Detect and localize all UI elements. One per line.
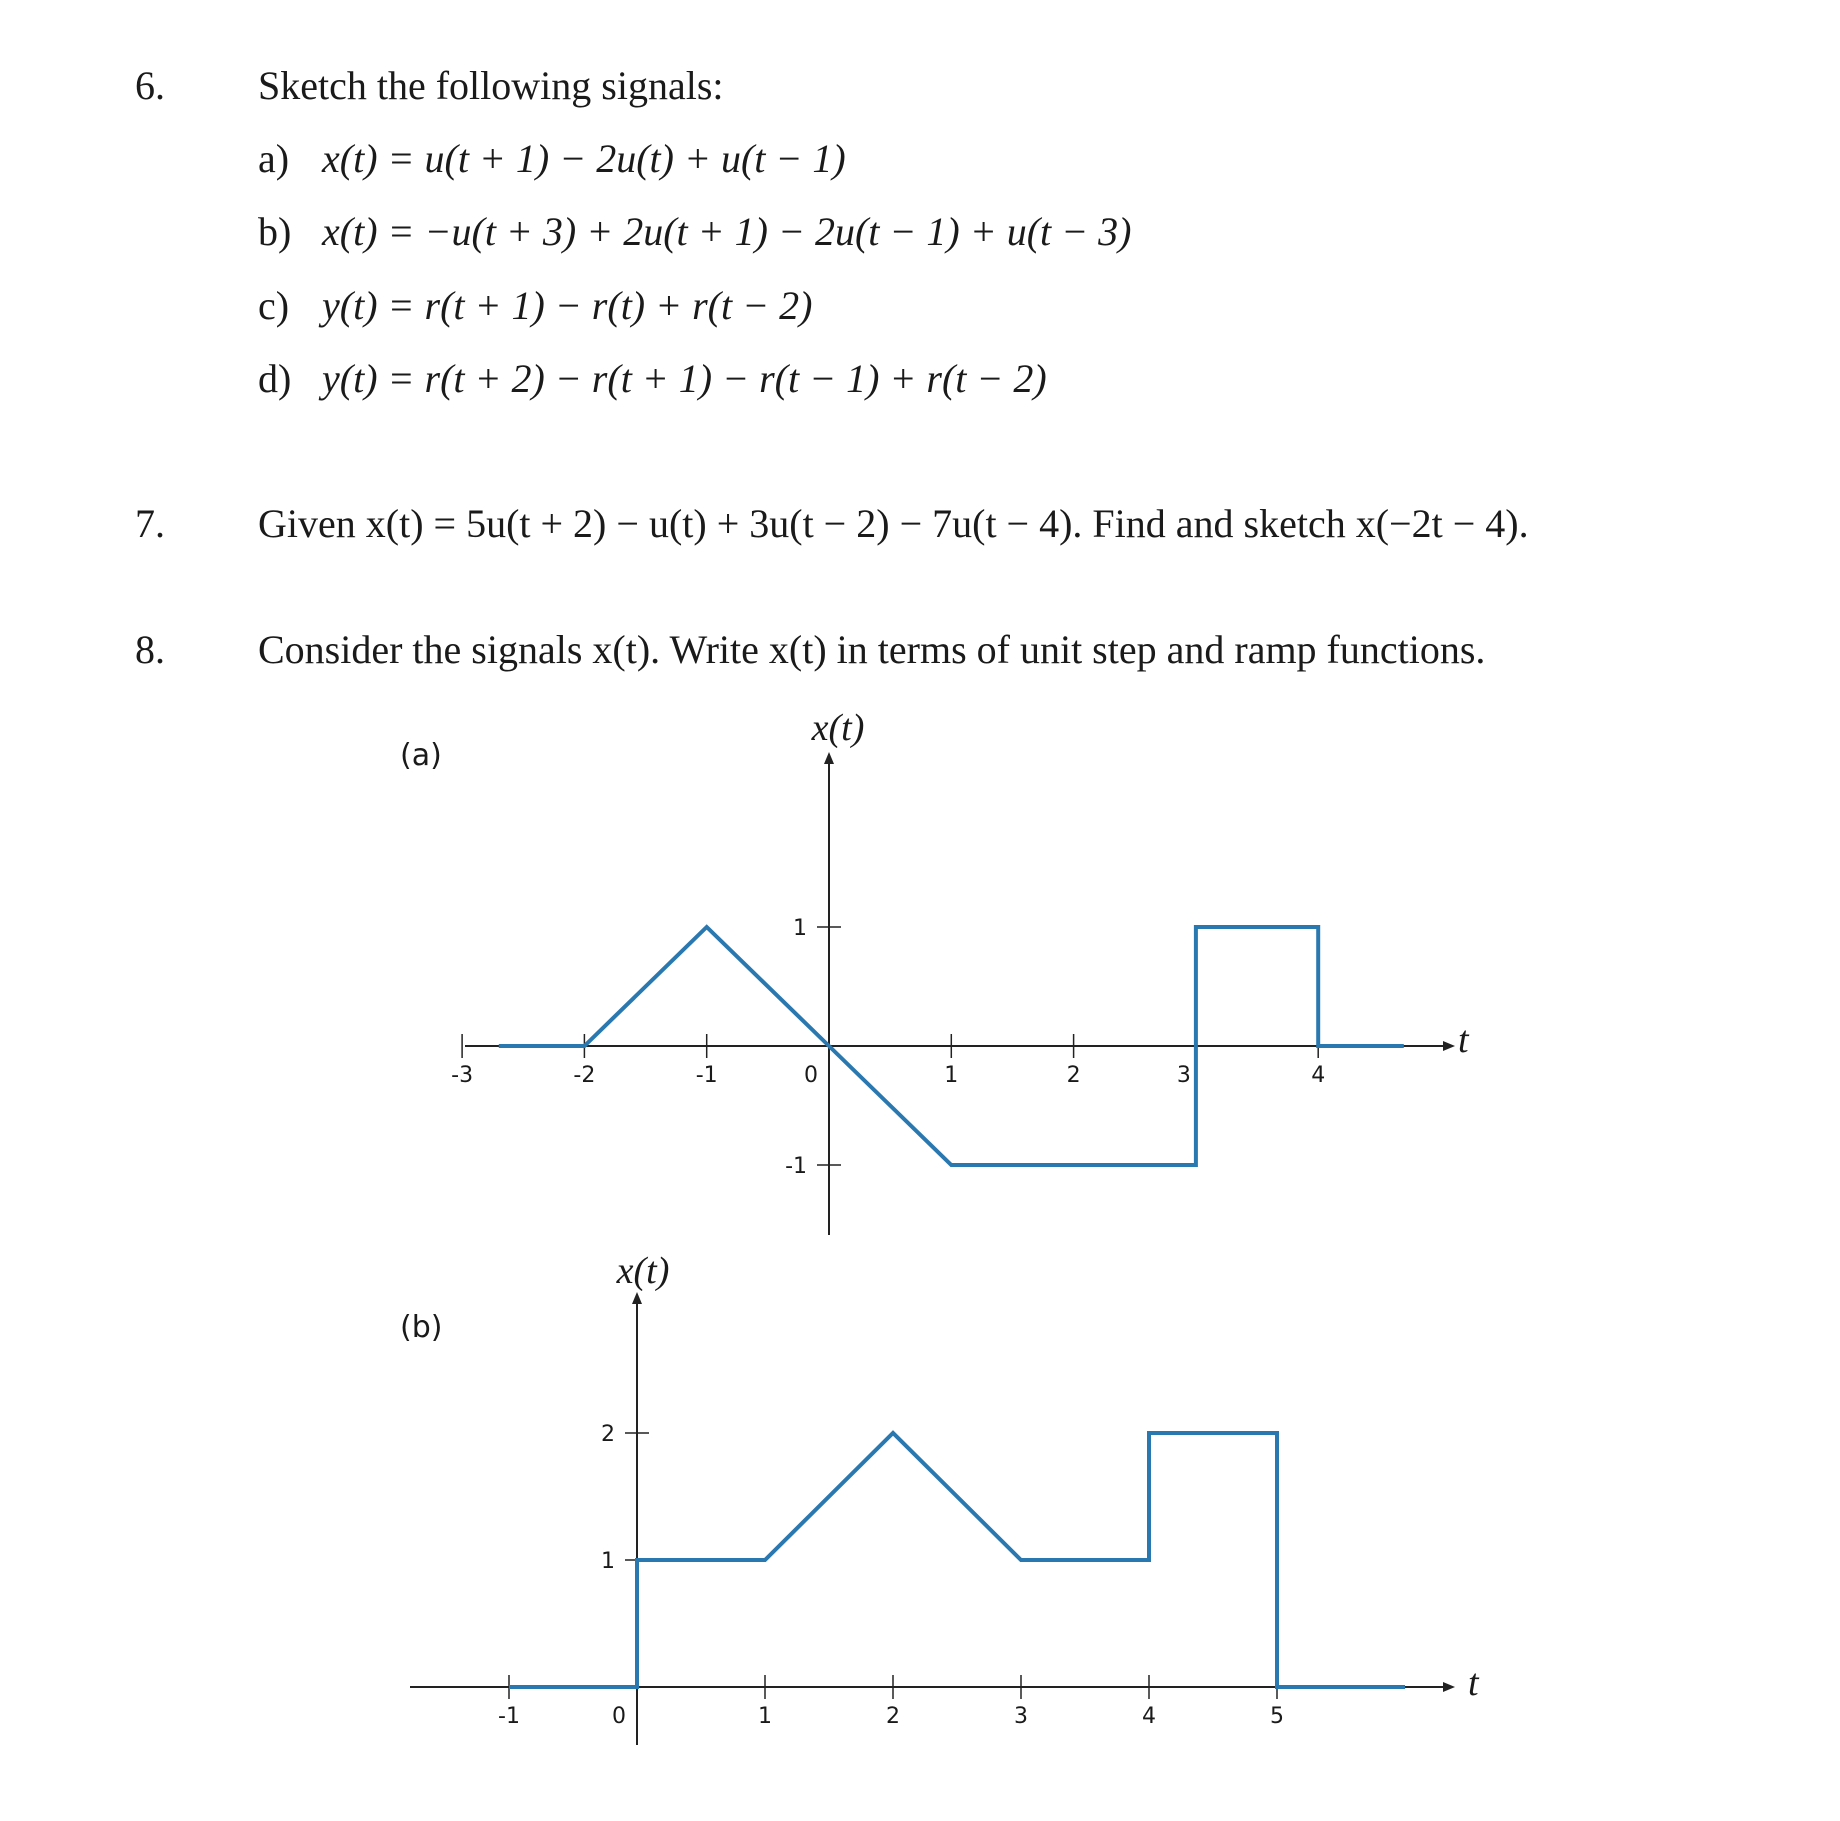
- x-tick-label: 0: [612, 1704, 626, 1729]
- x-tick-label: 1: [758, 1704, 772, 1729]
- q6-part-d-label: d): [258, 356, 292, 401]
- x-tick-label: -3: [451, 1063, 474, 1088]
- q6-part-b-label: b): [258, 209, 292, 254]
- x-tick-label: 3: [1014, 1704, 1028, 1729]
- x-tick-label: 1: [944, 1063, 959, 1088]
- x-tick-label: 4: [1311, 1063, 1326, 1088]
- plot-a: [400, 707, 1470, 1235]
- x-axis-arrow-icon: [1443, 1041, 1455, 1051]
- x-tick-label: 0: [804, 1063, 818, 1088]
- x-tick-label: 3: [1176, 1063, 1191, 1088]
- y-axis-label: x(t): [811, 707, 865, 749]
- q6-part-a-label: a): [258, 136, 290, 181]
- y-axis-label: x(t): [616, 1250, 670, 1292]
- x-axis-label: t: [1468, 1662, 1479, 1704]
- x-axis-label: t: [1458, 1019, 1469, 1061]
- y-tick-label: 2: [601, 1422, 615, 1447]
- q6-part-d-expr: y(t) = r(t + 2) − r(t + 1) − r(t − 1) + r(t − 2): [322, 356, 1047, 401]
- x-tick-label: 4: [1142, 1704, 1156, 1729]
- q8-number: 8.: [135, 627, 165, 672]
- y-axis-arrow-icon: [824, 752, 834, 764]
- q6-part-c-expr: y(t) = r(t + 1) − r(t) + r(t − 2): [322, 283, 813, 328]
- y-axis-arrow-icon: [632, 1292, 642, 1304]
- x-tick-label: -2: [573, 1063, 596, 1088]
- x-tick-label: 5: [1270, 1704, 1284, 1729]
- y-tick-label: 1: [601, 1549, 615, 1574]
- panel-label: (b): [400, 1310, 443, 1345]
- q7-number: 7.: [135, 501, 165, 546]
- q6-part-b-expr: x(t) = −u(t + 3) + 2u(t + 1) − 2u(t − 1) + u(t − 3): [322, 209, 1132, 254]
- panel-label: (a): [400, 738, 442, 773]
- y-tick-label: 1: [793, 916, 807, 941]
- q6-prompt: Sketch the following signals:: [258, 63, 724, 108]
- x-tick-label: -1: [498, 1704, 520, 1729]
- q8-text: Consider the signals x(t). Write x(t) in terms of unit step and ramp functions.: [258, 627, 1486, 672]
- q6-number: 6.: [135, 63, 165, 108]
- x-tick-label: 2: [886, 1704, 900, 1729]
- plot-b: [400, 1250, 1480, 1745]
- q6-part-c-label: c): [258, 283, 290, 328]
- q6-part-a-expr: x(t) = u(t + 1) − 2u(t) + u(t − 1): [322, 136, 846, 181]
- x-axis-arrow-icon: [1443, 1682, 1455, 1692]
- x-tick-label: -1: [695, 1063, 718, 1088]
- x-tick-label: 2: [1066, 1063, 1081, 1088]
- y-tick-label: -1: [785, 1154, 807, 1179]
- q7-text: Given x(t) = 5u(t + 2) − u(t) + 3u(t − 2) − 7u(t − 4). Find and sketch x(−2t − 4).: [258, 501, 1529, 546]
- signal-line: [509, 1433, 1405, 1687]
